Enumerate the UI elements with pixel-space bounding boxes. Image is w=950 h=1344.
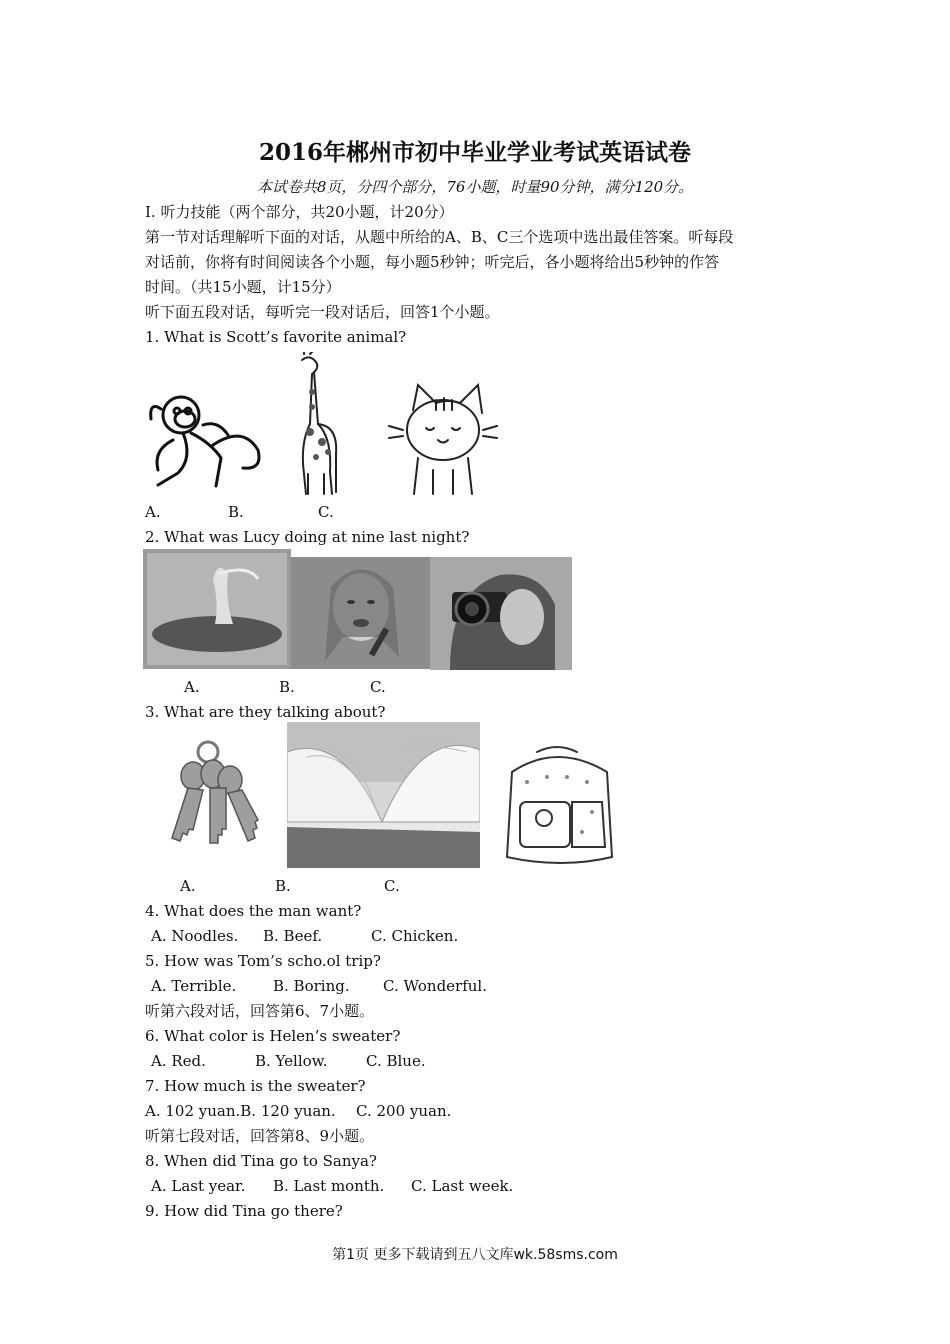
monkey-drawing <box>143 385 265 495</box>
section-heading: I. 听力技能（两个部分，共20小题，计20分） <box>145 203 454 221</box>
q7-option-ab: A. 102 yuan.B. 120 yuan. <box>145 1102 336 1120</box>
q4-option-a: A. Noodles. <box>151 927 239 945</box>
q7-option-c: C. 200 yuan. <box>356 1102 452 1120</box>
q2-option-a: A. <box>184 678 200 696</box>
giraffe-drawing <box>282 352 367 497</box>
dancing-photo <box>143 549 291 669</box>
question-7: 7. How much is the sweater? <box>145 1077 366 1095</box>
q6-option-c: C. Blue. <box>366 1052 426 1070</box>
book-photo <box>287 722 480 868</box>
q1-option-b: B. <box>228 503 244 521</box>
q2-option-c: C. <box>370 678 386 696</box>
q4-option-b: B. Beef. <box>263 927 323 945</box>
instruction-3: 听第七段对话，回答第8、9小题。 <box>145 1127 375 1145</box>
q1-option-c: C. <box>318 503 334 521</box>
q8-option-c: C. Last week. <box>411 1177 514 1195</box>
document-subtitle: 本试卷共8页，分四个部分，76小题，时量90分钟，满分120分。 <box>256 178 694 196</box>
section-intro-line-3: 时间。（共15小题，计15分） <box>145 278 341 296</box>
document-title: 2016年郴州市初中毕业学业考试英语试卷 <box>258 139 691 166</box>
question-1: 1. What is Scott’s favorite animal? <box>145 328 407 346</box>
section-intro-line-2: 对话前，你将有时间阅读各个小题，每小题5秒钟；听完后，各小题将给出5秒钟的作答 <box>145 253 720 271</box>
q6-option-a: A. Red. <box>151 1052 206 1070</box>
camera-photo <box>430 557 572 670</box>
instruction-1: 听下面五段对话，每听完一段对话后，回答1个小题。 <box>145 303 500 321</box>
question-2: 2. What was Lucy doing at nine last night? <box>145 528 470 546</box>
q1-option-a: A. <box>145 503 161 521</box>
q5-option-a: A. Terrible. <box>151 977 237 995</box>
q2-option-b: B. <box>279 678 295 696</box>
q3-option-b: B. <box>275 877 291 895</box>
keys-photo <box>158 738 273 850</box>
q4-option-c: C. Chicken. <box>371 927 459 945</box>
question-5: 5. How was Tom’s scho.ol trip? <box>145 952 381 970</box>
page-footer: 第1页 更多下载请到五八文库wk.58sms.com <box>332 1247 618 1263</box>
q5-option-b: B. Boring. <box>273 977 350 995</box>
backpack-drawing <box>492 742 627 867</box>
question-3: 3. What are they talking about? <box>145 703 386 721</box>
instruction-2: 听第六段对话，回答第6、7小题。 <box>145 1002 375 1020</box>
q8-option-a: A. Last year. <box>151 1177 246 1195</box>
question-4: 4. What does the man want? <box>145 902 362 920</box>
cat-drawing <box>388 380 498 496</box>
q5-option-c: C. Wonderful. <box>383 977 487 995</box>
question-9: 9. How did Tina go there? <box>145 1202 343 1220</box>
q8-option-b: B. Last month. <box>273 1177 385 1195</box>
singing-photo <box>291 557 430 669</box>
q6-option-b: B. Yellow. <box>255 1052 328 1070</box>
section-intro-line-1: 第一节对话理解听下面的对话，从题中所给的A、B、C三个选项中选出最佳答案。听每段 <box>145 228 734 246</box>
question-8: 8. When did Tina go to Sanya? <box>145 1152 377 1170</box>
question-6: 6. What color is Helen’s sweater? <box>145 1027 401 1045</box>
q3-option-a: A. <box>180 877 196 895</box>
q3-option-c: C. <box>384 877 400 895</box>
